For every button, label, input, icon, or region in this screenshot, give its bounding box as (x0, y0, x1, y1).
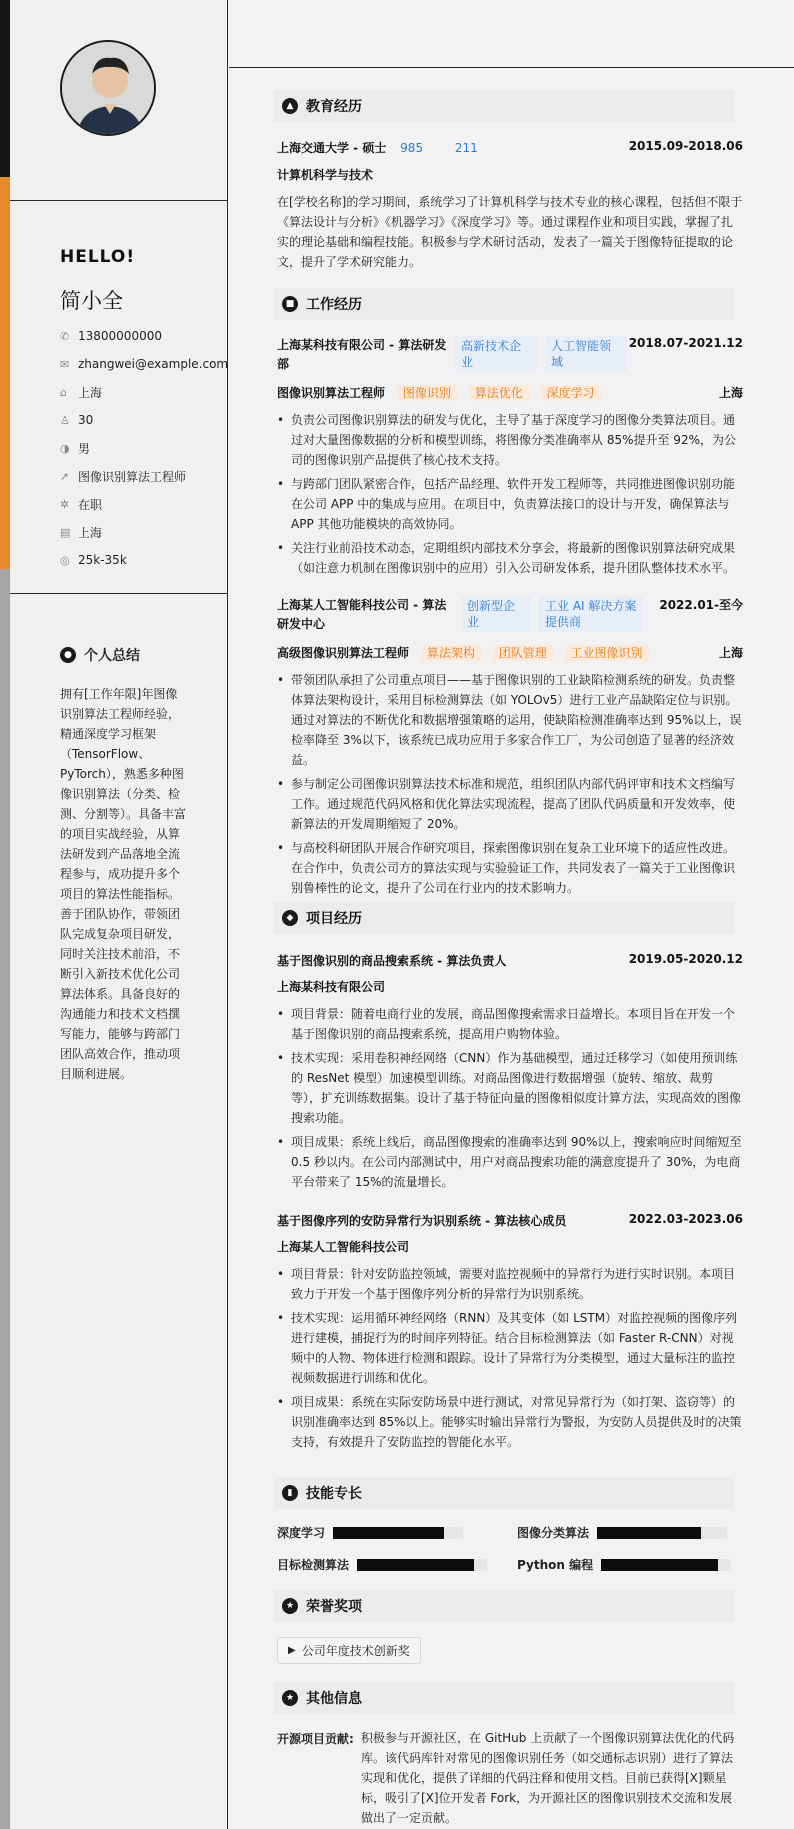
edge-bar-gray (0, 569, 10, 1829)
skill-bar (601, 1559, 731, 1571)
award-item[interactable]: ▶ 公司年度技术创新奖 (277, 1637, 421, 1664)
project-org: 上海某人工智能科技公司 (277, 1240, 410, 1254)
project-name: 基于图像序列的安防异常行为识别系统 - 算法核心成员 (277, 1214, 567, 1228)
company-name: 上海某人工智能科技公司 - 算法研发中心 (277, 598, 447, 631)
skill-tag: 图像识别 (397, 385, 457, 401)
projects-heading: ◆ 项目经历 (274, 902, 734, 934)
main-content (229, 0, 794, 1829)
list-item: • 与跨部门团队紧密合作，包括产品经理、软件开发工程师等，共同推进图像识别功能在公司 APP 中的集成与应用。在项目中，负责算法接口的设计与开发，确保算法与 APP 其他功能模块的高效协同。 (277, 474, 743, 534)
user-icon: ● (60, 647, 76, 663)
skill-item: Python 编程 (517, 1556, 731, 1573)
work-icon: ■ (282, 296, 298, 312)
sidebar-divider (10, 200, 228, 201)
skill-bar (333, 1527, 463, 1539)
job-bullets (277, 410, 743, 582)
company-tag: 人工智能领域 (545, 336, 627, 372)
location-icon: ⌂ (60, 385, 67, 399)
age-icon: ♙ (60, 413, 70, 427)
list-item: • 项目背景：针对安防监控领域，需要对监控视频中的异常行为进行实时识别。本项目致力于开发一个基于图像序列分析的异常行为识别系统。 (277, 1264, 743, 1304)
major: 计算机科学与技术 (277, 168, 374, 182)
age-item: ♙ 30 (60, 413, 94, 427)
education-icon: ▲ (282, 98, 298, 114)
company-name: 上海某科技有限公司 - 算法研发部 (277, 338, 447, 371)
phone-icon: ✆ (60, 329, 70, 343)
job-role-row (277, 644, 743, 661)
skill-tag: 算法优化 (469, 385, 529, 401)
skill-bar-fill (597, 1527, 701, 1539)
list-item: • 项目成果：系统上线后，商品图像搜索的准确率达到 90%以上，搜索响应时间缩短至 0.5 秒以内。在公司内部测试中，用户对商品搜索功能的满意度提升了 30%，为电商平台带来了 15%的流量增长。 (277, 1132, 743, 1192)
list-item: • 带领团队承担了公司重点项目——基于图像识别的工业缺陷检测系统的研发。负责整体算法架构设计，采用目标检测算法（如 YOLOv5）进行工业产品缺陷定位与识别。通过对算法的不断优化和数据增强策略的运用，使缺陷检测准确率达到 95%以上，误检率降至 3%以下，该系统已成功应用于多家合作工厂，为公司创造了显著的经济效益。 (277, 670, 743, 770)
project-date: 2022.03-2023.06 (628, 1212, 743, 1226)
profile-name: 简小全 (60, 289, 123, 313)
project-org: 上海某科技有限公司 (277, 980, 386, 994)
project-name: 基于图像识别的商品搜索系统 - 算法负责人 (277, 954, 507, 968)
list-item: • 关注行业前沿技术动态，定期组织内部技术分享会，将最新的图像识别算法研究成果（如注意力机制在图像识别中的应用）引入公司研发体系，提升团队整体技术水平。 (277, 538, 743, 578)
project-org-row (277, 1238, 743, 1255)
project-org-row (277, 978, 743, 995)
gender-item: ◑ 男 (60, 441, 91, 456)
job-bullets (277, 670, 743, 902)
edge-bar-black (0, 0, 10, 177)
skill-tag: 深度学习 (541, 385, 601, 401)
list-item: • 参与制定公司图像识别算法技术标准和规范，组织团队内部代码评审和技术文档编写工作。通过规范代码风格和优化算法实现流程，提高了团队代码质量和开发效率，使新算法的开发周期缩短了 20%。 (277, 774, 743, 834)
project-bullets (277, 1004, 743, 1196)
skills-icon: ▮ (282, 1485, 298, 1501)
list-item: • 技术实现：采用卷积神经网络（CNN）作为基础模型，通过迁移学习（如使用预训练的 ResNet 模型）加速模型训练。对商品图像进行数据增强（旋转、缩放、裁剪等），扩充训练数据集。设计了基于特征向量的图像相似度计算方法，实现高效的图像搜索功能。 (277, 1048, 743, 1128)
skill-item: 目标检测算法 (277, 1556, 487, 1573)
job-role: 高级图像识别算法工程师 (277, 646, 410, 660)
location-item: ⌂ 上海 (60, 385, 103, 400)
skill-bar (357, 1559, 487, 1571)
sidebar (10, 0, 228, 1829)
triangle-right-icon: ▶ (288, 1645, 296, 1656)
skill-bar (597, 1527, 727, 1539)
school-name: 上海交通大学 - 硕士 (277, 141, 387, 155)
project-bullets (277, 1264, 743, 1456)
other-text: 积极参与开源社区，在 GitHub 上贡献了一个图像识别算法优化的代码库。该代码库针对常见的图像识别任务（如交通标志识别）进行了算法实现和优化，提供了详细的代码注释和使用文档。目前已获得[X]颗星标，吸引了[X]位开发者 Fork，为开源社区的图像识别技术交流和发展做出了一定贡献。 (361, 1731, 735, 1825)
company-tag: 工业 AI 解决方案提供商 (539, 596, 643, 632)
status-icon: ✲ (60, 497, 70, 511)
list-item: • 项目成果：系统在实际安防场景中进行测试，对常见异常行为（如打架、盗窃等）的识别准确率达到 85%以上。能够实时输出异常行为警报，为安防人员提供及时的决策支持，有效提升了安防监控的智能化水平。 (277, 1392, 743, 1452)
tag-985: 985 (400, 141, 424, 155)
summary-heading: ● 个人总结 (60, 645, 140, 665)
list-item: • 负责公司图像识别算法的研发与优化，主导了基于深度学习的图像分类算法项目。通过对大量图像数据的分析和模型训练，将图像分类准确率从 85%提升至 92%，为公司的图像识别产品提供了核心技术支持。 (277, 410, 743, 470)
award-icon: ★ (282, 1598, 298, 1614)
company-tag: 创新型企业 (461, 596, 531, 632)
other-icon: ★ (282, 1690, 298, 1706)
salary-icon: ◎ (60, 553, 70, 567)
job-header (277, 596, 743, 634)
job-header (277, 336, 743, 374)
education-heading: ▲ 教育经历 (274, 90, 734, 122)
city-icon: ▤ (60, 525, 71, 539)
major-row (277, 166, 743, 183)
awards-heading: ★ 荣誉奖项 (274, 1590, 734, 1622)
tag-211: 211 (454, 141, 478, 155)
salary-item: ◎ 25k-35k (60, 553, 127, 567)
skill-tag: 算法架构 (421, 645, 481, 661)
skill-bar-fill (601, 1559, 718, 1571)
project-header (277, 1212, 743, 1229)
avatar (60, 40, 156, 136)
job-role: 图像识别算法工程师 (277, 386, 386, 400)
city-item: ▤ 上海 (60, 525, 103, 540)
job-date: 2022.01-至今 (659, 598, 743, 612)
skills-heading: ▮ 技能专长 (274, 1477, 734, 1509)
position-icon: ➚ (60, 469, 70, 483)
list-item: • 项目背景：随着电商行业的发展，商品图像搜索需求日益增长。本项目旨在开发一个基于图像识别的商品搜索系统，提高用户购物体验。 (277, 1004, 743, 1044)
hello-heading: HELLO! (60, 247, 136, 267)
education-desc: 在[学校名称]的学习期间，系统学习了计算机科学与技术专业的核心课程，包括但不限于《算法设计与分析》《机器学习》《深度学习》等。通过课程作业和项目实践，掌握了扎实的理论基础和编程技能。积极参与学术研讨活动，发表了一篇关于图像特征提取的论文，提升了学术研究能力。 (277, 195, 743, 269)
other-heading: ★ 其他信息 (274, 1682, 734, 1714)
mail-icon: ✉ (60, 357, 70, 371)
work-heading: ■ 工作经历 (274, 288, 734, 320)
project-date: 2019.05-2020.12 (628, 952, 743, 966)
job-date: 2018.07-2021.12 (628, 336, 743, 350)
phone-item: ✆ 13800000000 (60, 329, 162, 343)
job-role-row (277, 384, 743, 401)
email-item: ✉ zhangwei@example.com (60, 357, 229, 371)
position-item: ➚ 图像识别算法工程师 (60, 469, 187, 484)
education-row (277, 139, 743, 156)
summary-text: 拥有[工作年限]年图像识别算法工程师经验，精通深度学习框架（TensorFlow、PyTorch），熟悉多种图像识别算法（分类、检测、分割等）。具备丰富的项目实战经验，从算法研发到产品落地全流程参与，成功提升多个项目的算法性能指标。善于团队协作，带领团队完成复杂项目研发，同时关注技术前沿，不断引入新技术优化公司算法体系。具备良好的沟通能力和技术文档撰写能力，能够与跨部门团队高效合作，推动项目顺利进展。 (60, 687, 187, 1081)
project-header (277, 952, 743, 969)
sidebar-divider (10, 593, 228, 594)
skill-tag: 团队管理 (493, 645, 553, 661)
edge-bar-orange (0, 177, 10, 569)
skill-item: 深度学习 (277, 1524, 463, 1541)
list-item: • 与高校科研团队开展合作研究项目，探索图像识别在复杂工业环境下的适应性改进。在合作中，负责公司方的算法实现与实验验证工作，共同发表了一篇关于工业图像识别鲁棒性的论文，提升了公司在行业内的技术影响力。 (277, 838, 743, 898)
skill-bar-fill (333, 1527, 444, 1539)
education-date: 2015.09-2018.06 (628, 139, 743, 153)
contact-info-list (60, 322, 228, 574)
skill-bar-fill (357, 1559, 474, 1571)
skill-item: 图像分类算法 (517, 1524, 727, 1541)
status-item: ✲ 在职 (60, 497, 103, 512)
list-item: • 技术实现：运用循环神经网络（RNN）及其变体（如 LSTM）对监控视频的图像序列进行建模，捕捉行为的时间序列特征。结合目标检测算法（如 Faster R-CNN）对视频中的人物、物体进行检测和跟踪。设计了异常行为分类模型，通过大量标注的监控视频数据进行训练和优化。 (277, 1308, 743, 1388)
gender-icon: ◑ (60, 441, 70, 455)
skill-tag: 工业图像识别 (565, 645, 649, 661)
job-location: 上海 (718, 386, 743, 400)
job-location: 上海 (718, 646, 743, 660)
project-icon: ◆ (282, 910, 298, 926)
other-label: 开源项目贡献: (277, 1732, 354, 1746)
company-tag: 高新技术企业 (455, 336, 537, 372)
